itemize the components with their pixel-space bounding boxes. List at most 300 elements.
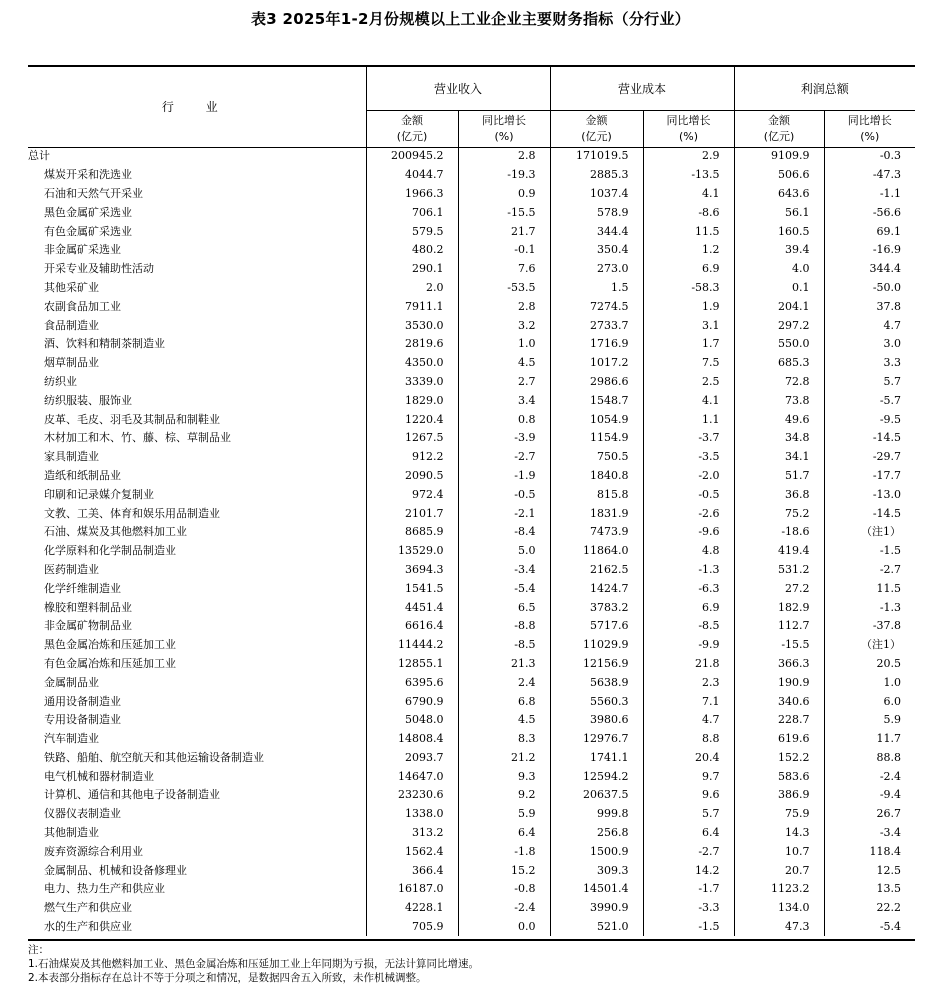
- profit-growth-cell: 6.0: [883, 694, 902, 708]
- industry-name-cell: 黑色金属冶炼和压延加工业: [28, 636, 366, 655]
- table-row: [28, 391, 915, 410]
- cost-growth-cell: -3.7: [643, 429, 734, 448]
- revenue-growth-cell: -1.9: [458, 467, 550, 486]
- profit-amount-cell: 366.3: [734, 655, 824, 674]
- cost-amount-cell: 578.9: [550, 203, 643, 222]
- profit-growth-cell: -1.5: [879, 544, 902, 558]
- cost-amount-cell: 815.8: [550, 485, 643, 504]
- revenue-amount-cell: 1541.5: [366, 579, 458, 598]
- revenue-growth-cell: -2.7: [458, 448, 550, 467]
- revenue-growth-cell: 8.3: [458, 730, 550, 749]
- profit-amount-cell: 72.8: [734, 373, 824, 392]
- cost-growth-cell: -6.3: [643, 579, 734, 598]
- profit-growth-cell: -14.5: [872, 506, 902, 520]
- cost-amount-cell: 2162.5: [550, 561, 643, 580]
- profit-growth-cell: -5.7: [879, 393, 902, 407]
- revenue-growth-cell: -0.5: [458, 485, 550, 504]
- table-row: [28, 297, 915, 316]
- profit-growth-cell: 20.5: [876, 656, 902, 670]
- profit-amount-cell: 506.6: [734, 166, 824, 185]
- revenue-amount-cell: 1338.0: [366, 805, 458, 824]
- industry-name-cell: 文教、工美、体育和娱乐用品制造业: [28, 504, 366, 523]
- table-row: [28, 241, 915, 260]
- revenue-growth-cell: 0.8: [458, 410, 550, 429]
- table-row: [28, 448, 915, 467]
- cost-amount-cell: 273.0: [550, 260, 643, 279]
- cost-amount-cell: 999.8: [550, 805, 643, 824]
- revenue-growth-header: 同比增长 (%): [458, 111, 550, 148]
- table-row: [28, 842, 915, 861]
- cost-growth-cell: 6.9: [643, 260, 734, 279]
- profit-growth-cell: -2.4: [879, 769, 902, 783]
- cost-growth-cell: 1.9: [643, 297, 734, 316]
- profit-growth-cell: 4.7: [883, 318, 902, 332]
- table-row: [28, 692, 915, 711]
- table-row: [28, 598, 915, 617]
- cost-amount-cell: 3980.6: [550, 711, 643, 730]
- revenue-amount-cell: 14647.0: [366, 767, 458, 786]
- profit-growth-header: 同比增长 (%): [847, 114, 892, 143]
- profit-growth-cell: -16.9: [872, 243, 902, 257]
- cost-amount-cell: 12594.2: [550, 767, 643, 786]
- revenue-amount-cell: 6395.6: [366, 673, 458, 692]
- cost-amount-cell: 350.4: [550, 241, 643, 260]
- profit-amount-cell: 182.9: [734, 598, 824, 617]
- cost-amount-cell: 7473.9: [550, 523, 643, 542]
- profit-amount-cell: -18.6: [734, 523, 824, 542]
- cost-growth-cell: -1.3: [643, 561, 734, 580]
- profit-growth-cell: 22.2: [876, 901, 902, 915]
- cost-growth-cell: 1.2: [643, 241, 734, 260]
- industry-name-cell: 纺织服装、服饰业: [28, 391, 366, 410]
- cost-growth-cell: -2.6: [643, 504, 734, 523]
- profit-amount-cell: 1123.2: [734, 880, 824, 899]
- profit-amount-cell: 531.2: [734, 561, 824, 580]
- table-row: [28, 166, 915, 185]
- revenue-amount-cell: 3694.3: [366, 561, 458, 580]
- revenue-amount-cell: 3339.0: [366, 373, 458, 392]
- revenue-amount-header: 金额 (亿元): [366, 111, 458, 148]
- cost-amount-cell: 1017.2: [550, 354, 643, 373]
- cost-growth-cell: -1.7: [643, 880, 734, 899]
- table-row: [28, 485, 915, 504]
- table-row: [28, 749, 915, 768]
- cost-growth-cell: -58.3: [643, 279, 734, 298]
- revenue-amount-cell: 2.0: [366, 279, 458, 298]
- cost-growth-cell: -8.5: [643, 617, 734, 636]
- cost-amount-cell: 1831.9: [550, 504, 643, 523]
- profit-amount-cell: 75.9: [734, 805, 824, 824]
- table-row: [28, 579, 915, 598]
- profit-amount-cell: 340.6: [734, 692, 824, 711]
- revenue-growth-cell: 4.5: [458, 354, 550, 373]
- revenue-growth-cell: -8.4: [458, 523, 550, 542]
- industry-name-cell: 开采专业及辅助性活动: [28, 260, 366, 279]
- cost-amount-cell: 1154.9: [550, 429, 643, 448]
- revenue-amount-cell: 1562.4: [366, 842, 458, 861]
- industry-name-cell: 纺织业: [28, 373, 366, 392]
- profit-group-header: 利润总额: [734, 66, 915, 111]
- notes-label: 注：: [28, 944, 49, 956]
- header-rule: [28, 147, 915, 148]
- profit-growth-cell: 3.0: [883, 337, 902, 351]
- revenue-growth-cell: -53.5: [458, 279, 550, 298]
- industry-name-cell: 其他采矿业: [28, 279, 366, 298]
- table-row: [28, 316, 915, 335]
- industry-name-cell: 仪器仪表制造业: [28, 805, 366, 824]
- cost-growth-cell: -0.5: [643, 485, 734, 504]
- profit-amount-cell: 56.1: [734, 203, 824, 222]
- note-1: 1.石油煤炭及其他燃料加工业、黑色金属冶炼和压延加工业上年同期为亏损，无法计算同比增速。: [28, 958, 480, 970]
- cost-growth-cell: 21.8: [643, 655, 734, 674]
- profit-amount-cell: 47.3: [734, 918, 824, 937]
- revenue-amount-cell: 7911.1: [366, 297, 458, 316]
- cost-growth-cell: 9.6: [643, 786, 734, 805]
- table-row: [28, 429, 915, 448]
- revenue-growth-cell: 5.0: [458, 542, 550, 561]
- profit-growth-cell: -37.8: [872, 619, 902, 633]
- revenue-growth-cell: 21.7: [458, 222, 550, 241]
- industry-name-cell: 金属制品业: [28, 673, 366, 692]
- industry-name-cell: 黑色金属矿采选业: [28, 203, 366, 222]
- cost-growth-cell: 9.7: [643, 767, 734, 786]
- profit-amount-cell: 152.2: [734, 749, 824, 768]
- cost-amount-cell: 1741.1: [550, 749, 643, 768]
- revenue-growth-cell: 21.2: [458, 749, 550, 768]
- table-row: [28, 410, 915, 429]
- revenue-amount-cell: 6790.9: [366, 692, 458, 711]
- revenue-growth-cell: -0.1: [458, 241, 550, 260]
- profit-growth-cell: 37.8: [876, 299, 902, 313]
- industry-name-cell: 农副食品加工业: [28, 297, 366, 316]
- cost-growth-cell: 11.5: [643, 222, 734, 241]
- profit-amount-cell: 0.1: [734, 279, 824, 298]
- profit-growth-cell: -2.7: [879, 562, 902, 576]
- cost-amount-cell: 1840.8: [550, 467, 643, 486]
- profit-amount-header: 金额 (亿元): [734, 111, 824, 148]
- cost-growth-cell: -3.3: [643, 899, 734, 918]
- revenue-amount-cell: 6616.4: [366, 617, 458, 636]
- revenue-growth-cell: -2.4: [458, 899, 550, 918]
- table-row: [28, 373, 915, 392]
- table-row: [28, 730, 915, 749]
- industry-name-cell: 废弃资源综合利用业: [28, 842, 366, 861]
- cost-amount-cell: 1424.7: [550, 579, 643, 598]
- industry-name-cell: 医药制造业: [28, 561, 366, 580]
- table-row: [28, 636, 915, 655]
- profit-growth-cell: -17.7: [872, 468, 902, 482]
- profit-growth-cell: 11.5: [876, 581, 902, 595]
- revenue-amount-cell: 366.4: [366, 861, 458, 880]
- profit-growth-cell: 12.5: [876, 863, 902, 877]
- profit-growth-cell: 13.5: [876, 882, 902, 896]
- profit-amount-cell: 4.0: [734, 260, 824, 279]
- revenue-amount-cell: 16187.0: [366, 880, 458, 899]
- revenue-amount-cell: 8685.9: [366, 523, 458, 542]
- cost-group-header: 营业成本: [550, 66, 734, 111]
- industry-name-cell: 非金属矿物制品业: [28, 617, 366, 636]
- table-row: [28, 805, 915, 824]
- profit-growth-cell: 26.7: [876, 807, 902, 821]
- cost-growth-cell: -2.0: [643, 467, 734, 486]
- table-row: [28, 673, 915, 692]
- table-row: [28, 542, 915, 561]
- profit-amount-cell: 34.1: [734, 448, 824, 467]
- profit-amount-cell: 619.6: [734, 730, 824, 749]
- table-bottom-rule: [28, 939, 915, 941]
- cost-amount-cell: 14501.4: [550, 880, 643, 899]
- cost-growth-cell: -13.5: [643, 166, 734, 185]
- industry-name-cell: 煤炭开采和洗选业: [28, 166, 366, 185]
- revenue-amount-cell: 1829.0: [366, 391, 458, 410]
- revenue-growth-cell: 9.2: [458, 786, 550, 805]
- table-row: [28, 279, 915, 298]
- profit-amount-cell: 297.2: [734, 316, 824, 335]
- cost-amount-cell: 171019.5: [550, 147, 643, 166]
- industry-name-cell: 水的生产和供应业: [28, 918, 366, 937]
- revenue-growth-cell: 2.8: [458, 147, 550, 166]
- profit-growth-cell: -56.6: [872, 205, 902, 219]
- profit-amount-cell: 419.4: [734, 542, 824, 561]
- profit-growth-cell: （注1）: [861, 525, 902, 539]
- table-row: [28, 880, 915, 899]
- revenue-growth-cell: 15.2: [458, 861, 550, 880]
- profit-growth-cell: -13.0: [872, 487, 902, 501]
- revenue-amount-cell: 5048.0: [366, 711, 458, 730]
- revenue-amount-cell: 2819.6: [366, 335, 458, 354]
- industry-name-cell: 其他制造业: [28, 824, 366, 843]
- cost-growth-cell: 2.5: [643, 373, 734, 392]
- revenue-amount-cell: 2101.7: [366, 504, 458, 523]
- table-row: [28, 711, 915, 730]
- industry-name-cell: 燃气生产和供应业: [28, 899, 366, 918]
- industry-name-cell: 有色金属矿采选业: [28, 222, 366, 241]
- profit-growth-cell: 3.3: [883, 356, 902, 370]
- profit-amount-cell: 27.2: [734, 579, 824, 598]
- cost-growth-cell: -9.9: [643, 636, 734, 655]
- cost-growth-cell: 4.7: [643, 711, 734, 730]
- table-row: [28, 861, 915, 880]
- industry-name-cell: 金属制品、机械和设备修理业: [28, 861, 366, 880]
- revenue-growth-cell: -15.5: [458, 203, 550, 222]
- profit-growth-cell: 5.7: [883, 374, 902, 388]
- industry-name-cell: 电气机械和器材制造业: [28, 767, 366, 786]
- cost-growth-cell: 6.9: [643, 598, 734, 617]
- revenue-amount-cell: 705.9: [366, 918, 458, 937]
- cost-growth-cell: 4.8: [643, 542, 734, 561]
- cost-growth-cell: 1.7: [643, 335, 734, 354]
- revenue-amount-cell: 912.2: [366, 448, 458, 467]
- industry-name-cell: 通用设备制造业: [28, 692, 366, 711]
- revenue-growth-cell: 6.8: [458, 692, 550, 711]
- revenue-amount-cell: 14808.4: [366, 730, 458, 749]
- industry-name-cell: 烟草制品业: [28, 354, 366, 373]
- table-row: [28, 767, 915, 786]
- industry-name-cell: 皮革、毛皮、羽毛及其制品和制鞋业: [28, 410, 366, 429]
- cost-growth-cell: 5.7: [643, 805, 734, 824]
- table-row: [28, 467, 915, 486]
- industry-name-cell: 家具制造业: [28, 448, 366, 467]
- profit-amount-cell: 49.6: [734, 410, 824, 429]
- profit-growth-cell: 88.8: [876, 750, 902, 764]
- cost-growth-cell: 3.1: [643, 316, 734, 335]
- profit-amount-cell: 39.4: [734, 241, 824, 260]
- industry-name-cell: 化学原料和化学制品制造业: [28, 542, 366, 561]
- industry-name-cell: 汽车制造业: [28, 730, 366, 749]
- table-row: [28, 899, 915, 918]
- profit-amount-cell: 643.6: [734, 185, 824, 204]
- revenue-growth-cell: 2.8: [458, 297, 550, 316]
- profit-amount-cell: 36.8: [734, 485, 824, 504]
- table-row: [28, 222, 915, 241]
- cost-growth-cell: 2.3: [643, 673, 734, 692]
- cost-amount-cell: 2885.3: [550, 166, 643, 185]
- revenue-growth-cell: 1.0: [458, 335, 550, 354]
- cost-growth-cell: 7.1: [643, 692, 734, 711]
- cost-growth-cell: -1.5: [643, 918, 734, 937]
- revenue-growth-cell: -3.9: [458, 429, 550, 448]
- profit-growth-cell: -9.4: [879, 788, 902, 802]
- cost-growth-cell: 4.1: [643, 391, 734, 410]
- profit-amount-cell: 34.8: [734, 429, 824, 448]
- profit-growth-cell: 11.7: [876, 732, 902, 746]
- industry-name-cell: 橡胶和塑料制品业: [28, 598, 366, 617]
- revenue-amount-cell: 200945.2: [366, 147, 458, 166]
- revenue-amount-cell: 1220.4: [366, 410, 458, 429]
- revenue-amount-cell: 290.1: [366, 260, 458, 279]
- revenue-growth-cell: 21.3: [458, 655, 550, 674]
- revenue-amount-cell: 313.2: [366, 824, 458, 843]
- cost-amount-cell: 1054.9: [550, 410, 643, 429]
- profit-growth-cell: -29.7: [872, 450, 902, 464]
- profit-growth-cell: -0.3: [879, 149, 902, 163]
- industry-name-cell: 电力、热力生产和供应业: [28, 880, 366, 899]
- industry-name-cell: 有色金属冶炼和压延加工业: [28, 655, 366, 674]
- industry-name-cell: 非金属矿采选业: [28, 241, 366, 260]
- cost-growth-cell: -9.6: [643, 523, 734, 542]
- cost-amount-cell: 5717.6: [550, 617, 643, 636]
- cost-amount-cell: 256.8: [550, 824, 643, 843]
- industry-name-cell: 石油和天然气开采业: [28, 185, 366, 204]
- revenue-growth-cell: 0.0: [458, 918, 550, 937]
- profit-growth-cell: 118.4: [869, 844, 902, 858]
- cost-amount-cell: 1548.7: [550, 391, 643, 410]
- revenue-growth-cell: 6.4: [458, 824, 550, 843]
- cost-amount-cell: 1037.4: [550, 185, 643, 204]
- revenue-amount-cell: 1267.5: [366, 429, 458, 448]
- cost-amount-cell: 12156.9: [550, 655, 643, 674]
- table-row: [28, 617, 915, 636]
- table-row: [28, 147, 915, 166]
- cost-growth-header: 同比增长 (%): [643, 111, 734, 148]
- cost-amount-cell: 3783.2: [550, 598, 643, 617]
- cost-amount-cell: 1716.9: [550, 335, 643, 354]
- revenue-amount-cell: 12855.1: [366, 655, 458, 674]
- revenue-amount-cell: 2090.5: [366, 467, 458, 486]
- profit-amount-cell: 550.0: [734, 335, 824, 354]
- cost-amount-cell: 7274.5: [550, 297, 643, 316]
- revenue-amount-cell: 11444.2: [366, 636, 458, 655]
- financial-indicators-table: [28, 66, 915, 936]
- table-row: [28, 523, 915, 542]
- revenue-amount-cell: 706.1: [366, 203, 458, 222]
- revenue-growth-cell: -3.4: [458, 561, 550, 580]
- industry-name-cell: 木材加工和木、竹、藤、棕、草制品业: [28, 429, 366, 448]
- table-row: [28, 655, 915, 674]
- cost-growth-cell: 6.4: [643, 824, 734, 843]
- revenue-growth-cell: 2.4: [458, 673, 550, 692]
- profit-growth-cell: 344.4: [869, 262, 902, 276]
- table-row: [28, 918, 915, 937]
- cost-amount-cell: 5638.9: [550, 673, 643, 692]
- profit-growth-cell: -1.3: [879, 600, 902, 614]
- cost-growth-cell: 14.2: [643, 861, 734, 880]
- table-body: [28, 147, 915, 936]
- cost-growth-cell: 20.4: [643, 749, 734, 768]
- profit-amount-cell: 75.2: [734, 504, 824, 523]
- profit-amount-cell: 112.7: [734, 617, 824, 636]
- table-row: [28, 260, 915, 279]
- profit-growth-cell: -3.4: [879, 826, 902, 840]
- cost-amount-cell: 3990.9: [550, 899, 643, 918]
- profit-growth-cell: （注1）: [861, 638, 902, 652]
- profit-amount-cell: 73.8: [734, 391, 824, 410]
- cost-growth-cell: -2.7: [643, 842, 734, 861]
- cost-amount-cell: 1500.9: [550, 842, 643, 861]
- industry-name-cell: 印刷和记录媒介复制业: [28, 485, 366, 504]
- table-row: [28, 354, 915, 373]
- revenue-amount-cell: 13529.0: [366, 542, 458, 561]
- revenue-growth-cell: 3.2: [458, 316, 550, 335]
- industry-name-cell: 铁路、船舶、航空航天和其他运输设备制造业: [28, 749, 366, 768]
- revenue-amount-cell: 1966.3: [366, 185, 458, 204]
- revenue-amount-cell: 4044.7: [366, 166, 458, 185]
- revenue-growth-cell: 3.4: [458, 391, 550, 410]
- revenue-growth-cell: -8.8: [458, 617, 550, 636]
- profit-amount-cell: 386.9: [734, 786, 824, 805]
- table-row: [28, 786, 915, 805]
- profit-amount-cell: 204.1: [734, 297, 824, 316]
- revenue-amount-cell: 972.4: [366, 485, 458, 504]
- profit-growth-cell: 69.1: [876, 224, 902, 238]
- revenue-amount-cell: 579.5: [366, 222, 458, 241]
- cost-amount-header: 金额 (亿元): [550, 111, 643, 148]
- revenue-growth-cell: 6.5: [458, 598, 550, 617]
- revenue-growth-cell: 0.9: [458, 185, 550, 204]
- profit-growth-cell: -1.1: [879, 186, 902, 200]
- cost-amount-cell: 2986.6: [550, 373, 643, 392]
- cost-amount-cell: 11029.9: [550, 636, 643, 655]
- table-notes: [28, 943, 918, 985]
- table-row: [28, 203, 915, 222]
- industry-name-cell: 计算机、通信和其他电子设备制造业: [28, 786, 366, 805]
- cost-growth-cell: 1.1: [643, 410, 734, 429]
- revenue-growth-cell: -1.8: [458, 842, 550, 861]
- revenue-growth-cell: -19.3: [458, 166, 550, 185]
- industry-name-cell: 专用设备制造业: [28, 711, 366, 730]
- cost-amount-cell: 750.5: [550, 448, 643, 467]
- cost-amount-cell: 20637.5: [550, 786, 643, 805]
- profit-amount-cell: 685.3: [734, 354, 824, 373]
- industry-name-cell: 酒、饮料和精制茶制造业: [28, 335, 366, 354]
- industry-name-cell: 造纸和纸制品业: [28, 467, 366, 486]
- profit-amount-cell: 160.5: [734, 222, 824, 241]
- profit-growth-cell: -50.0: [872, 280, 902, 294]
- profit-amount-cell: 10.7: [734, 842, 824, 861]
- cost-amount-cell: 344.4: [550, 222, 643, 241]
- cost-amount-cell: 1.5: [550, 279, 643, 298]
- revenue-amount-cell: 3530.0: [366, 316, 458, 335]
